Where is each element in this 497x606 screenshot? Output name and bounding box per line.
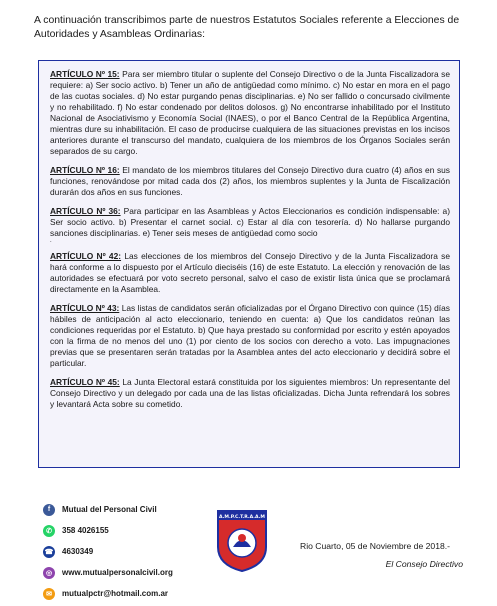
article-text: Para ser miembro titular o suplente del Consejo Directivo o de la Junta Fiscalizadora se requiere: a) Ser socio activo. b) Tener un año de antigüedad como mínimo. c) No estar en mora en el pago de las cuotas sociales. d) No estar purgando penas disciplinarias. e) No ser fallido o concursado civilmente y no rehabilitado. f) No estar condenado por delitos dolosos. g) No encontrarse inhabilitado por el Instituto Nacional de Asociativismo y Economía Social (INAES), o por el Banco Central de la República Argentina, mientras dure su inhabilitación. El caso de producirse cualquiera de las situaciones previstas en los incisos anteriores durante el transcurso del mandato, cualquiera de los miembros de los Órganos Sociales serán separados de su cargo. <box>50 69 450 156</box>
email-icon: ✉ <box>43 588 55 600</box>
contact-email[interactable] <box>43 585 203 602</box>
contact-phone[interactable] <box>43 543 203 560</box>
facebook-icon: f <box>43 504 55 516</box>
article-16 <box>50 165 450 198</box>
contact-list <box>43 501 203 606</box>
place-date: Rio Cuarto, 05 de Noviembre de 2018.- <box>300 541 450 551</box>
article-number: ARTÍCULO Nº 15: <box>50 69 120 79</box>
article-42 <box>50 251 450 295</box>
web-icon: ◎ <box>43 567 55 579</box>
whatsapp-icon: ✆ <box>43 525 55 537</box>
article-text: El mandato de los miembros titulares del Consejo Directivo dura cuatro (4) años en sus funciones, renovándose por mitad cada dos (2) años, los miembros suplentes y la Junta de Fiscalización durarán dos años en sus funciones. <box>50 165 450 197</box>
article-45 <box>50 377 450 410</box>
signer: El Consejo Directivo <box>385 559 463 569</box>
intro-text: A continuación transcribimos parte de nuestros Estatutos Sociales referente a Elecciones de Autoridades y Asambleas Ordinarias: <box>34 15 460 40</box>
separator-dot: . <box>50 238 52 244</box>
contact-label: Mutual del Personal Civil <box>62 505 157 514</box>
contact-label: www.mutualpersonalcivil.org <box>62 568 173 577</box>
phone-icon: ☎ <box>43 546 55 558</box>
contact-label: 358 4026155 <box>62 526 109 535</box>
article-number: ARTÍCULO Nº 36: <box>50 206 121 216</box>
article-36 <box>50 206 450 243</box>
contact-facebook[interactable] <box>43 501 203 518</box>
signature-block <box>300 541 475 569</box>
article-text: La Junta Electoral estará constituida por los siguientes miembros: Un representante del Consejo Directivo y un delegado por cada una de las listas oficializadas. Dicha Junta refrendará los sobres y levantará Acta sobre su cometido. <box>50 377 450 409</box>
article-number: ARTÍCULO Nº 43: <box>50 303 120 313</box>
contact-label: mutualpctr@hotmail.com.ar <box>62 589 169 598</box>
article-number: ARTÍCULO Nº 16: <box>50 165 120 175</box>
article-number: ARTÍCULO Nº 42: <box>50 251 122 261</box>
article-text: Las elecciones de los miembros del Consejo Directivo y de la Junta Fiscalizadora se hará conforme a lo dispuesto por el Artículo dieciséis (16) de este Estatuto. La elección y renovación de las autoridades se efectuará por voto secreto personal, salvo el caso de existir lista única que se proclamará directamente en la Asamblea. <box>50 251 450 294</box>
article-number: ARTÍCULO Nº 45: <box>50 377 120 387</box>
mutual-logo <box>214 507 270 573</box>
article-15 <box>50 69 450 157</box>
statutes-box <box>38 60 460 468</box>
contact-website[interactable] <box>43 564 203 581</box>
contact-label: 4630349 <box>62 547 94 556</box>
article-text: Las listas de candidatos serán oficializadas por el Órgano Directivo con quince (15) días hábiles de anticipación al acto eleccionario, teniendo en cuenta: a) Que los candidatos reúnan las condiciones requeridas por el Estatuto. b) Que haya prestado su conformidad por escrito y estén apoyados con la firma de no menos del uno (1) por ciento de los socios con derecho a voto. Las impugnaciones previas que se presentaren serán tratadas por la Asamblea antes del acto eleccionario y decidirá sobre el particular. <box>50 303 450 368</box>
article-text: Para participar en las Asambleas y Actos Eleccionarios es condición indispensable: a) Ser socio activo. b) Presentar el carnet social. c) Estar al día con tesorería. d) No hallarse purgando sanciones disciplinarias. e) Tener seis meses de antigüedad como socio <box>50 206 450 238</box>
article-43 <box>50 303 450 369</box>
contact-whatsapp[interactable] <box>43 522 203 539</box>
logo-text: A.M.P.C.T.R.A.A.M <box>219 515 265 520</box>
